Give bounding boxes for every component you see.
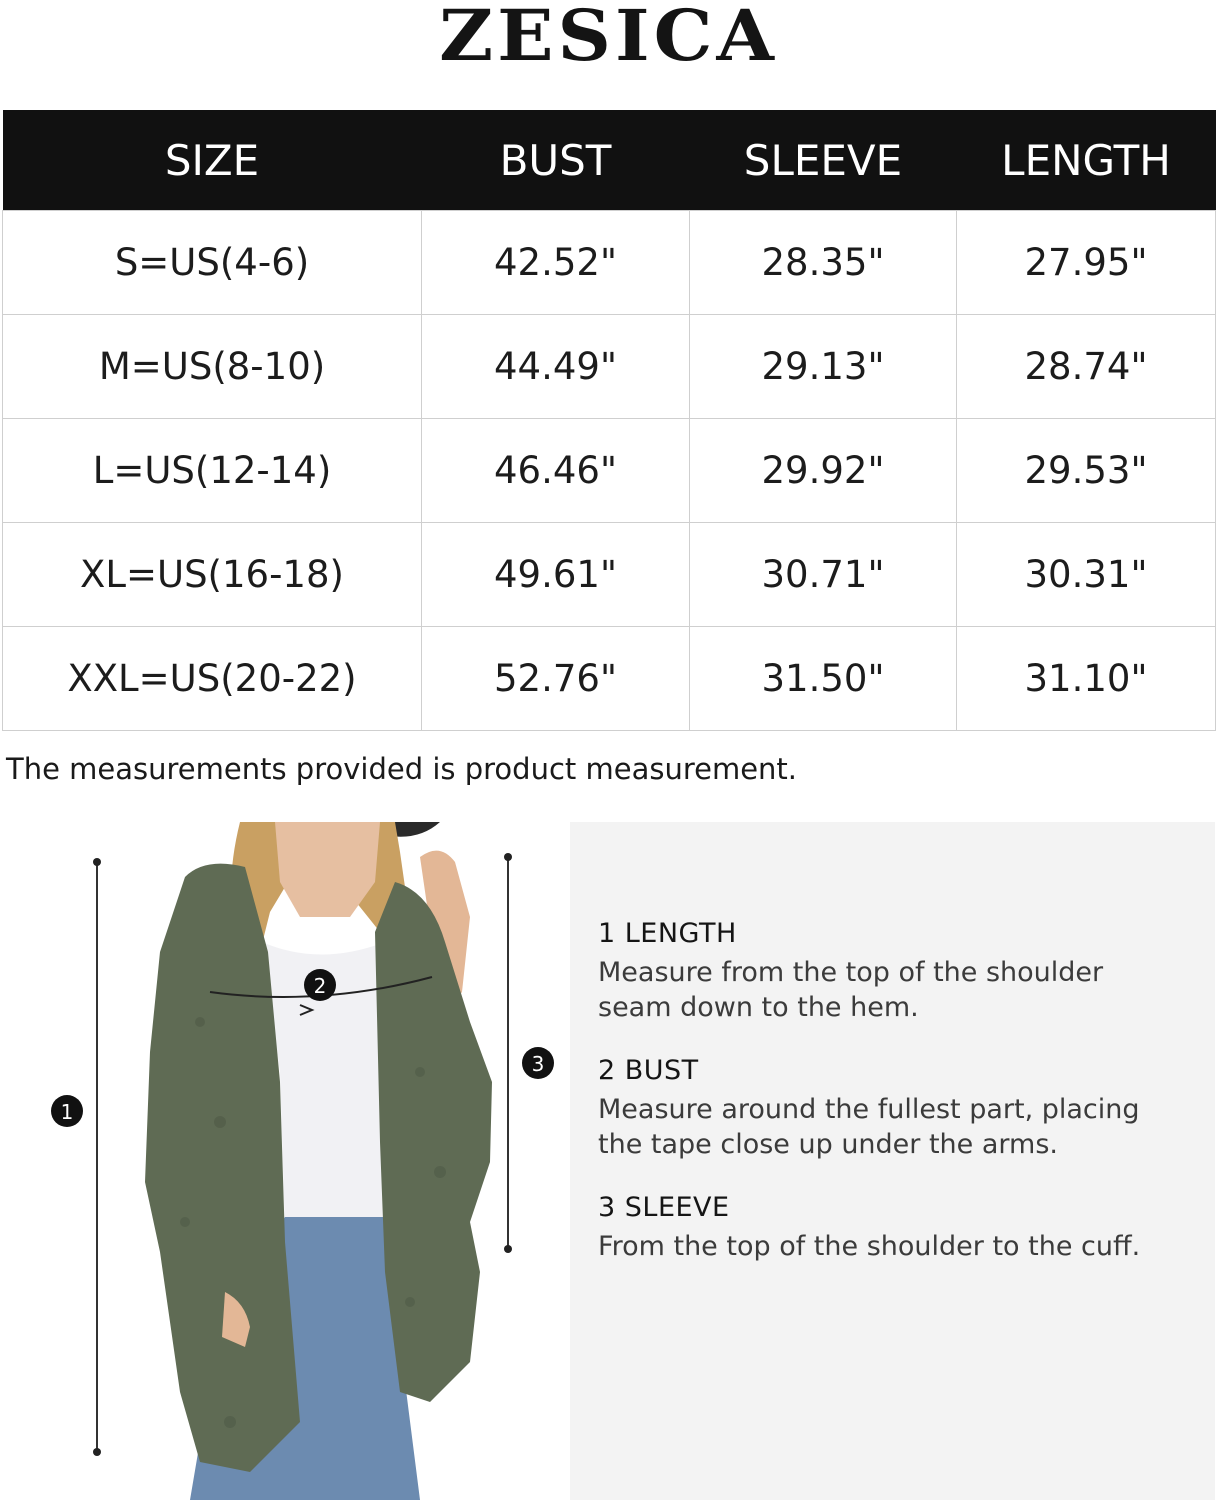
guide-bust-line: Measure around the fullest part, placing [598, 1094, 1140, 1125]
size-chart-table [2, 110, 1216, 731]
cell-length: 27.95" [957, 211, 1216, 315]
cell-bust: 46.46" [422, 419, 690, 523]
cell-length: 30.31" [957, 523, 1216, 627]
marker-1-icon [51, 1095, 83, 1127]
cell-sleeve: 31.50" [690, 627, 957, 731]
cell-bust: 49.61" [422, 523, 690, 627]
header-bust: BUST [422, 110, 690, 211]
cell-bust: 52.76" [422, 627, 690, 731]
cell-size: XXL=US(20-22) [3, 627, 422, 731]
guide-sleeve-line: From the top of the shoulder to the cuff. [598, 1231, 1141, 1262]
svg-text:1: 1 [60, 1100, 74, 1124]
cell-length: 31.10" [957, 627, 1216, 731]
guide-length-title: 1 LENGTH [598, 918, 737, 949]
table-row [3, 627, 1216, 731]
measure-guide-panel [570, 822, 1215, 1500]
cell-length: 29.53" [957, 419, 1216, 523]
marker-3-icon [522, 1047, 554, 1079]
cell-sleeve: 28.35" [690, 211, 957, 315]
cell-sleeve: 29.92" [690, 419, 957, 523]
cell-length: 28.74" [957, 315, 1216, 419]
brand-logo: ZESICA [439, 0, 778, 78]
cell-size: S=US(4-6) [3, 211, 422, 315]
guide-length-line: Measure from the top of the shoulder [598, 957, 1104, 988]
guide-length [598, 918, 1103, 1025]
cell-bust: 42.52" [422, 211, 690, 315]
table-row [3, 419, 1216, 523]
model-photo [0, 822, 570, 1500]
guide-sleeve-title: 3 SLEEVE [598, 1192, 730, 1223]
guide-bust-line: the tape close up under the arms. [598, 1129, 1058, 1160]
svg-text:2: 2 [313, 974, 327, 998]
table-header-row [3, 110, 1216, 211]
measurement-note: The measurements provided is product measurement. [6, 752, 798, 786]
table-row [3, 315, 1216, 419]
marker-2-icon [304, 969, 336, 1001]
cell-size: M=US(8-10) [3, 315, 422, 419]
cell-size: XL=US(16-18) [3, 523, 422, 627]
cell-bust: 44.49" [422, 315, 690, 419]
cell-sleeve: 30.71" [690, 523, 957, 627]
table-row [3, 523, 1216, 627]
cardigan-right [375, 882, 492, 1402]
table-row [3, 211, 1216, 315]
guide-sleeve [598, 1192, 1140, 1264]
guide-bust [598, 1055, 1140, 1162]
svg-text:3: 3 [531, 1052, 545, 1076]
cell-size: L=US(12-14) [3, 419, 422, 523]
cell-sleeve: 29.13" [690, 315, 957, 419]
header-sleeve: SLEEVE [690, 110, 957, 211]
header-size: SIZE [3, 110, 422, 211]
guide-bust-title: 2 BUST [598, 1055, 699, 1086]
guide-length-line: seam down to the hem. [598, 992, 919, 1023]
header-length: LENGTH [957, 110, 1216, 211]
